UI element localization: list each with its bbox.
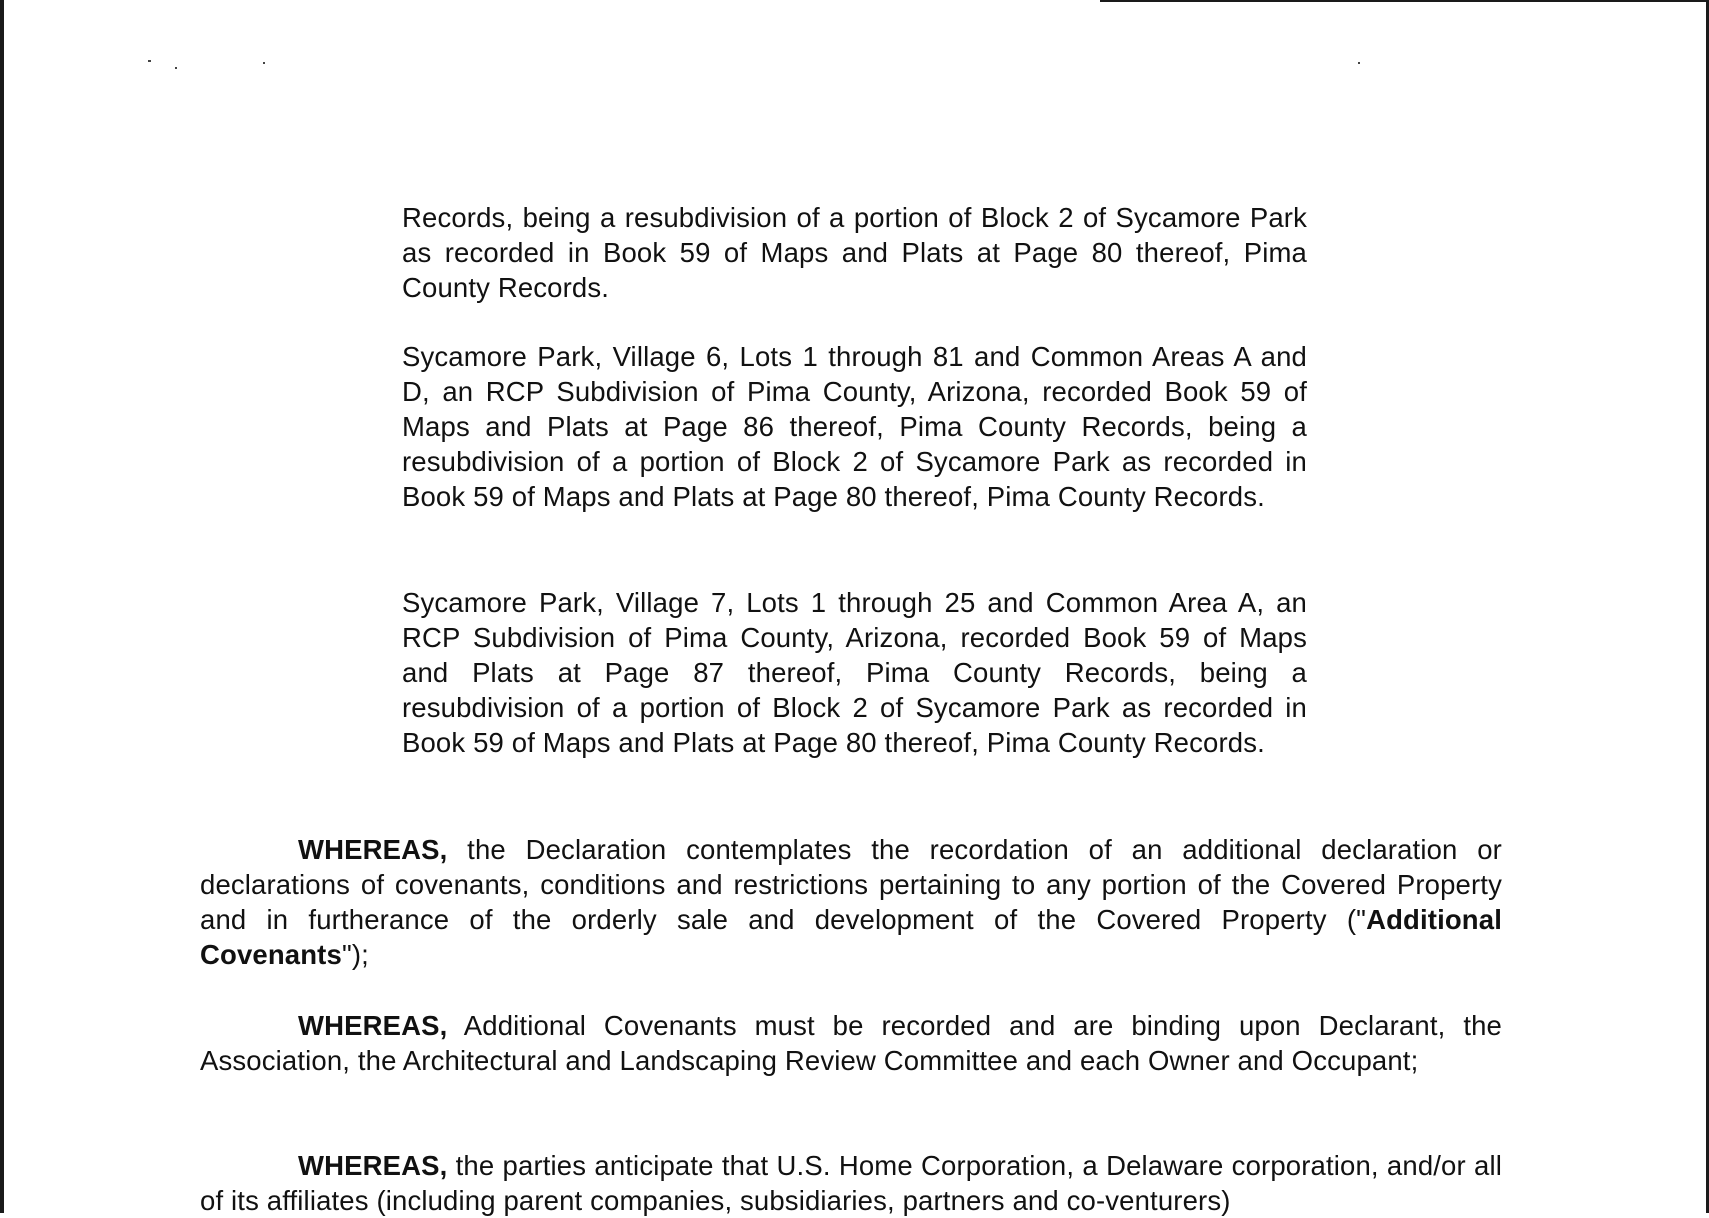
whereas-keyword: WHEREAS,	[298, 1150, 448, 1181]
scan-speck	[148, 60, 151, 62]
property-description-paragraph-2: Sycamore Park, Village 6, Lots 1 through 81 and Common Areas A and D, an RCP Subdivision of Pima County, Arizona, recorded Book 59 of Maps and Plats at Page 86 thereof, Pima County Records, being a resubdivision of a portion of Block 2 of Sycamore Park as recorded in Book 59 of Maps and Plats at Page 80 thereof, Pima County Records.	[402, 341, 1307, 512]
whereas-paragraph-1	[200, 832, 1502, 972]
scan-border-top	[1100, 0, 1709, 2]
whereas-keyword: WHEREAS,	[298, 1010, 448, 1041]
scan-speck	[175, 67, 177, 69]
scan-border-left	[0, 0, 4, 1213]
defined-term: Additional Covenants	[200, 904, 1502, 970]
whereas-3-text: the parties anticipate that U.S. Home Corporation, a Delaware corporation, and/or all of its affiliates (including parent companies, subsidiaries, partners and co-venturers)	[200, 1150, 1502, 1216]
property-description-paragraph-3: Sycamore Park, Village 7, Lots 1 through 25 and Common Area A, an RCP Subdivision of Pima County, Arizona, recorded Book 59 of Maps and Plats at Page 87 thereof, Pima County Records, being a resubdivision of a portion of Block 2 of Sycamore Park as recorded in Book 59 of Maps and Plats at Page 80 thereof, Pima County Records.	[402, 587, 1307, 758]
scan-speck	[1358, 62, 1360, 64]
whereas-paragraph-2	[200, 1008, 1502, 1078]
whereas-1-text-end: ");	[341, 939, 369, 970]
whereas-1-text: the Declaration contemplates the recordation of an additional declaration or declarations of covenants, conditions and restrictions pertaining to any portion of the Covered Property and in furtherance of the orderly sale and development of the Covered Property ("	[200, 834, 1502, 935]
whereas-keyword: WHEREAS,	[298, 834, 448, 865]
whereas-2-text: Additional Covenants must be recorded and are binding upon Declarant, the Association, the Architectural and Landscaping Review Committee and each Owner and Occupant;	[200, 1010, 1502, 1076]
scan-speck	[263, 62, 265, 64]
property-description-paragraph-1: Records, being a resubdivision of a portion of Block 2 of Sycamore Park as recorded in Book 59 of Maps and Plats at Page 80 thereof, Pima County Records.	[402, 202, 1307, 303]
whereas-paragraph-3	[200, 1148, 1502, 1218]
